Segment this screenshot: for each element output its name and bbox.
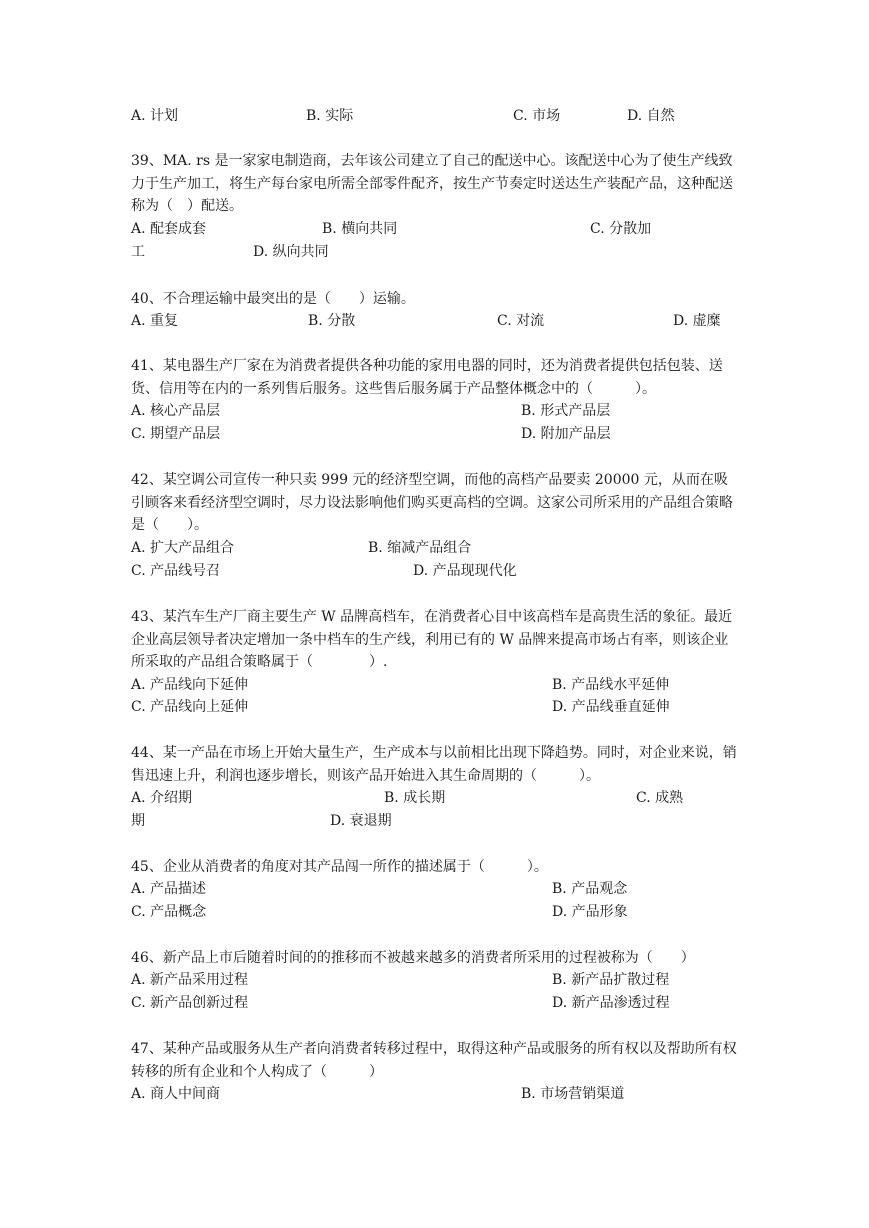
q46-options-1-part-1: B. 新产品扩散过程 bbox=[552, 972, 670, 988]
q43-options-2-part-1: D. 产品线垂直延伸 bbox=[552, 699, 670, 715]
q43-options-1-part-1: B. 产品线水平延伸 bbox=[552, 677, 670, 693]
q41-options-2-part-1: D. 附加产品层 bbox=[521, 426, 611, 442]
q41-options-1-part-0: A. 核心产品层 bbox=[131, 403, 221, 419]
q40-options-part-0: A. 重复 bbox=[131, 313, 179, 329]
q47-options-part-0: A. 商人中间商 bbox=[131, 1086, 221, 1102]
q45-options-2-part-0: C. 产品概念 bbox=[131, 904, 207, 920]
q46-options-1-part-0: A. 新产品采用过程 bbox=[131, 972, 249, 988]
q44-options-2-part-0: 期 bbox=[131, 813, 145, 829]
q43-options-2-part-0: C. 产品线向上延伸 bbox=[131, 699, 249, 715]
q45-options-1-part-1: B. 产品观念 bbox=[552, 881, 628, 897]
q46-stem: 46、新产品上市后随着时间的的推移而不被越来越多的消费者所采用的过程被称为（ ） bbox=[131, 950, 695, 966]
q44-options-1-part-1: B. 成长期 bbox=[384, 790, 446, 806]
q42-options-1-part-1: B. 缩减产品组合 bbox=[368, 540, 472, 556]
q39-options-1-part-1: B. 横向共同 bbox=[322, 221, 398, 237]
q42-options-2-part-1: D. 产品现现代化 bbox=[413, 563, 517, 579]
q39-options-1-part-0: A. 配套成套 bbox=[131, 221, 207, 237]
q42-stem: 42、某空调公司宣传一种只卖 999 元的经济型空调，而他的高档产品要卖 20000 元，从而在吸引顾客来看经济型空调时，尽力设法影响他们购买更高档的空调。这家公司所采用的产品组合策略是（ ）。 bbox=[131, 472, 733, 533]
q47-options-part-1: B. 市场营销渠道 bbox=[521, 1086, 625, 1102]
q44-options-2-part-1: D. 衰退期 bbox=[330, 813, 392, 829]
q42-options-2-part-0: C. 产品线号召 bbox=[131, 563, 221, 579]
q39-stem: 39、MA. rs 是一家家电制造商，去年该公司建立了自己的配送中心。该配送中心为了使生产线致力于生产加工，将生产每台家电所需全部零件配齐，按生产节奏定时送达生产装配产品，这种配送称为（ ）配送。 bbox=[131, 153, 733, 214]
q41-stem: 41、某电器生产厂家在为消费者提供各种功能的家用电器的同时，还为消费者提供包括包装、送货、信用等在内的一系列售后服务。这些售后服务属于产品整体概念中的（ ）。 bbox=[131, 358, 723, 397]
q39-options-2-part-1: D. 纵向共同 bbox=[253, 244, 329, 260]
q46-options-2-part-1: D. 新产品渗透过程 bbox=[552, 995, 670, 1011]
q38-options-part-1: B. 实际 bbox=[306, 108, 354, 124]
q43-stem: 43、某汽车生产厂商主要生产 W 品牌高档车，在消费者心目中该高档车是高贵生活的象征。最近企业高层领导者决定增加一条中档车的生产线，利用已有的 W 品牌来提高市场占有率，则该企业所采取的产品组合策略属于（ ）. bbox=[131, 609, 733, 670]
q38-options-part-0: A. 计划 bbox=[131, 108, 179, 124]
q41-options-1-part-1: B. 形式产品层 bbox=[521, 403, 611, 419]
q40-options-part-3: D. 虚糜 bbox=[673, 313, 721, 329]
q47-stem: 47、某种产品或服务从生产者向消费者转移过程中，取得这种产品或服务的所有权以及帮助所有权转移的所有企业和个人构成了（ ） bbox=[131, 1041, 737, 1080]
q38-options-part-2: C. 市场 bbox=[513, 108, 561, 124]
q45-stem: 45、企业从消费者的角度对其产品闯一所作的描述属于（ ）。 bbox=[131, 859, 548, 875]
q46-options-2-part-0: C. 新产品创新过程 bbox=[131, 995, 249, 1011]
q40-options-part-1: B. 分散 bbox=[308, 313, 356, 329]
q40-stem: 40、不合理运输中最突出的是（ ）运输。 bbox=[131, 291, 415, 307]
q38-options-part-3: D. 自然 bbox=[627, 108, 675, 124]
q44-stem: 44、某一产品在市场上开始大量生产，生产成本与以前相比出现下降趋势。同时，对企业来说，销售迅速上升，利润也逐步增长，则该产品开始进入其生命周期的（ ）。 bbox=[131, 745, 737, 784]
q40-options-part-2: C. 对流 bbox=[497, 313, 545, 329]
q39-options-1-part-2: C. 分散加 bbox=[590, 221, 652, 237]
q39-options-2-part-0: 工 bbox=[131, 244, 145, 260]
q43-options-1-part-0: A. 产品线向下延伸 bbox=[131, 677, 249, 693]
q44-options-1-part-2: C. 成熟 bbox=[636, 790, 684, 806]
q42-options-1-part-0: A. 扩大产品组合 bbox=[131, 540, 235, 556]
q45-options-2-part-1: D. 产品形象 bbox=[552, 904, 628, 920]
q41-options-2-part-0: C. 期望产品层 bbox=[131, 426, 221, 442]
q45-options-1-part-0: A. 产品描述 bbox=[131, 881, 207, 897]
q44-options-1-part-0: A. 介绍期 bbox=[131, 790, 193, 806]
